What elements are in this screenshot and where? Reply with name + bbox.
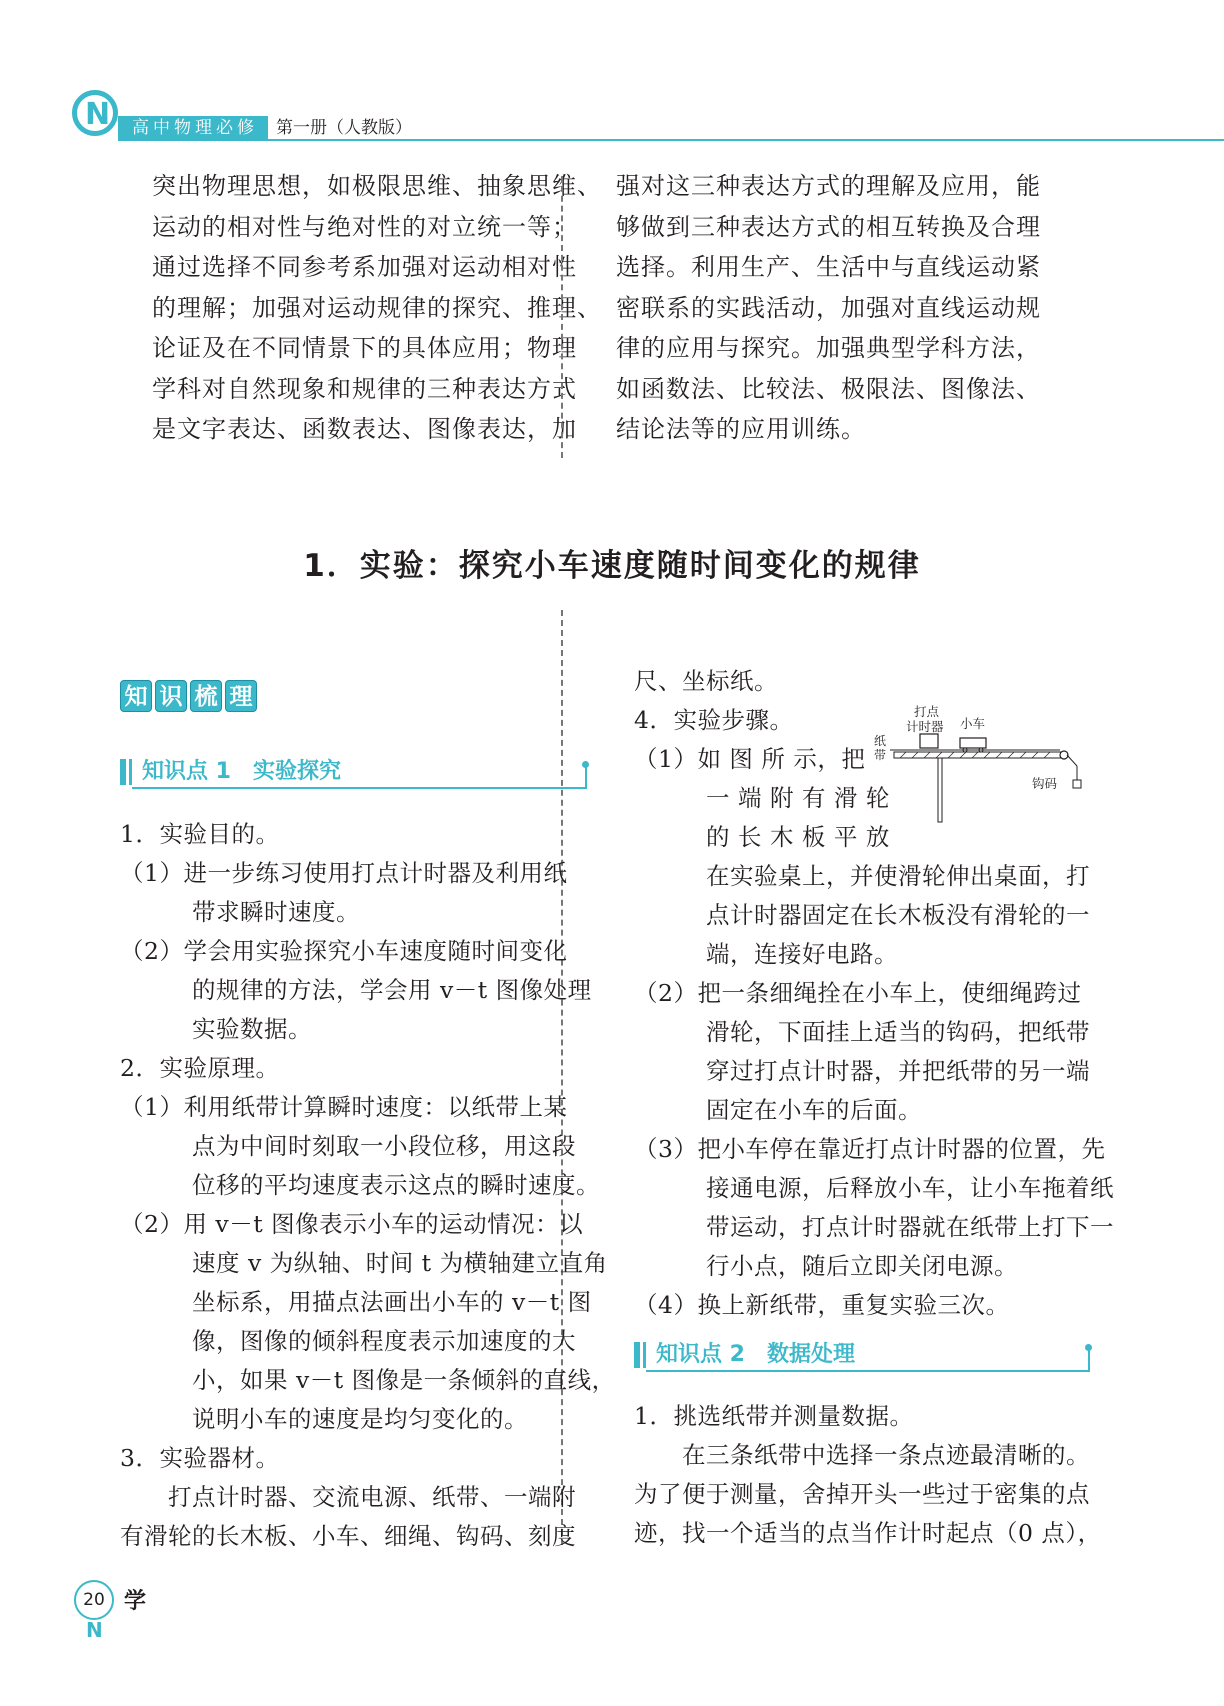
text-line: （4）换上新纸带，重复实验三次。: [634, 1291, 1010, 1319]
footer-logo-icon: N: [86, 1618, 103, 1642]
intro-left-line: 是文字表达、函数表达、图像表达，加: [152, 415, 577, 443]
heading-underline: [646, 1370, 1090, 1372]
text-line: （3）把小车停在靠近打点计时器的位置，先: [634, 1135, 1106, 1163]
cart-shape: [960, 738, 986, 748]
badge-char: 理: [225, 680, 257, 712]
knowledge-point-2-heading: [634, 1338, 1094, 1372]
header-series: 高中物理必修: [118, 116, 268, 140]
apparatus-figure: [872, 700, 1094, 830]
heading-bar-icon: [120, 759, 126, 785]
text-line: 接通电源，后释放小车，让小车拖着纸: [634, 1174, 1114, 1202]
intro-right: [616, 166, 1041, 450]
text-line: 带运动，打点计时器就在纸带上打下一: [634, 1213, 1114, 1241]
heading-dot-icon: [1085, 1344, 1092, 1351]
knowledge-point-1-title: 知识点 1 实验探究: [142, 759, 341, 784]
text-line: （1）利用纸带计算瞬时速度：以纸带上某: [120, 1093, 568, 1121]
weight-shape: [1073, 780, 1081, 788]
pulley-shape: [1060, 751, 1068, 759]
text-line: 在实验桌上，并使滑轮伸出桌面，打: [634, 862, 1090, 890]
heading-tail: [1088, 1348, 1090, 1372]
text-line: 4．实验步骤。: [634, 706, 794, 734]
timer-shape: [920, 734, 938, 748]
text-line: （2）学会用实验探究小车速度随时间变化: [120, 937, 568, 965]
intro-right-line: 如函数法、比较法、极限法、图像法、: [616, 374, 1041, 403]
page-number: 20: [74, 1580, 114, 1620]
chapter-title: 1．实验：探究小车速度随时间变化的规律: [303, 548, 921, 584]
timer-label: 计时器: [906, 719, 944, 734]
heading-bar-icon: [643, 1342, 646, 1368]
text-line: （1）如 图 所 示，把: [634, 745, 866, 773]
badge-char: 梳: [190, 680, 222, 712]
header-edition: 第一册（人教版）: [276, 118, 412, 138]
text-line: 行小点，随后立即关闭电源。: [634, 1252, 1018, 1280]
section-badge: [120, 680, 260, 714]
weight-label: 钩码: [1032, 776, 1058, 791]
text-line: 实验数据。: [120, 1015, 312, 1043]
logo-letter: N: [85, 97, 111, 132]
text-line: 1．挑选纸带并测量数据。: [634, 1402, 914, 1430]
text-line: 坐标系，用描点法画出小车的 v－t 图: [120, 1288, 592, 1316]
text-line: 打点计时器、交流电源、纸带、一端附: [120, 1483, 576, 1511]
heading-underline: [132, 787, 587, 789]
intro-right-line: 结论法等的应用训练。: [616, 415, 866, 443]
tape-label: 带: [874, 748, 887, 762]
heading-bar-icon: [129, 759, 132, 785]
text-line: 端，连接好电路。: [634, 940, 898, 968]
intro-left-line: 论证及在不同情景下的具体应用；物理: [152, 334, 577, 362]
intro-left-line: 学科对自然现象和规律的三种表达方式: [152, 374, 577, 403]
knowledge-point-2-title: 知识点 2 数据处理: [656, 1342, 855, 1367]
intro-left: [152, 166, 602, 450]
text-line: 带求瞬时速度。: [120, 898, 360, 926]
column-divider: [561, 610, 563, 1545]
text-line: 有滑轮的长木板、小车、细绳、钩码、刻度: [120, 1522, 576, 1550]
text-line: 为了便于测量，舍掉开头一些过于密集的点: [634, 1480, 1090, 1508]
intro-right-line: 强对这三种表达方式的理解及应用，能: [616, 172, 1041, 200]
text-line: 1．实验目的。: [120, 820, 280, 848]
text-line: 的 长 木 板 平 放: [634, 823, 890, 851]
intro-right-line: 律的应用与探究。加强典型学科方法，: [616, 334, 1041, 362]
knowledge-point-1-heading: [120, 755, 590, 789]
text-line: 点为中间时刻取一小段位移，用这段: [120, 1132, 576, 1160]
text-line: 滑轮，下面挂上适当的钩码，把纸带: [634, 1018, 1090, 1046]
text-line: 小，如果 v－t 图像是一条倾斜的直线，: [120, 1366, 616, 1394]
column-divider: [561, 176, 563, 458]
board-shape: [894, 752, 1064, 758]
intro-left-line: 通过选择不同参考系加强对运动相对性: [152, 253, 577, 281]
intro-right-line: 密联系的实践活动，加强对直线运动规: [616, 293, 1041, 322]
heading-tail: [585, 765, 587, 789]
text-line: 的规律的方法，学会用 v－t 图像处理: [120, 976, 592, 1004]
text-line: 固定在小车的后面。: [634, 1096, 922, 1124]
text-line: 穿过打点计时器，并把纸带的另一端: [634, 1057, 1090, 1085]
left-column: [120, 815, 616, 1556]
cart-label: 小车: [960, 716, 986, 731]
text-line: 一 端 附 有 滑 轮: [634, 784, 890, 812]
intro-right-line: 选择。利用生产、生活中与直线运动紧: [616, 253, 1041, 281]
intro-left-line: 的理解；加强对运动规律的探究、推理、: [152, 293, 602, 322]
text-line: （1）进一步练习使用打点计时器及利用纸: [120, 859, 568, 887]
text-line: 位移的平均速度表示这点的瞬时速度。: [120, 1171, 600, 1199]
text-line: 2．实验原理。: [120, 1054, 280, 1082]
logo-icon: [72, 90, 118, 136]
timer-label: 打点: [914, 704, 940, 719]
intro-left-line: 运动的相对性与绝对性的对立统一等；: [152, 212, 577, 241]
badge-char: 知: [120, 680, 152, 712]
right-column-bottom: [634, 1397, 1102, 1553]
tape-label: 纸: [874, 734, 887, 748]
heading-bar-icon: [634, 1342, 640, 1368]
string-line: [1067, 755, 1077, 766]
text-line: 点计时器固定在长木板没有滑轮的一: [634, 901, 1090, 929]
footer-tag: 学: [124, 1589, 147, 1614]
text-line: 尺、坐标纸。: [634, 667, 778, 695]
text-line: （2）用 v－t 图像表示小车的运动情况：以: [120, 1210, 584, 1238]
text-line: 在三条纸带中选择一条点迹最清晰的。: [634, 1441, 1090, 1469]
intro-right-line: 够做到三种表达方式的相互转换及合理: [616, 212, 1041, 241]
text-line: 速度 v 为纵轴、时间 t 为横轴建立直角: [120, 1249, 608, 1277]
intro-left-line: 突出物理思想，如极限思维、抽象思维、: [152, 172, 602, 200]
badge-char: 识: [155, 680, 187, 712]
text-line: 3．实验器材。: [120, 1444, 280, 1472]
text-line: 像，图像的倾斜程度表示加速度的大: [120, 1327, 576, 1355]
text-line: 迹，找一个适当的点当作计时起点（0 点），: [634, 1519, 1102, 1547]
text-line: 说明小车的速度是均匀变化的。: [120, 1405, 528, 1433]
right-column-mid: [634, 857, 1114, 1325]
heading-dot-icon: [582, 761, 589, 768]
text-line: （2）把一条细绳拴在小车上，使细绳跨过: [634, 979, 1082, 1007]
table-leg-shape: [938, 758, 942, 822]
